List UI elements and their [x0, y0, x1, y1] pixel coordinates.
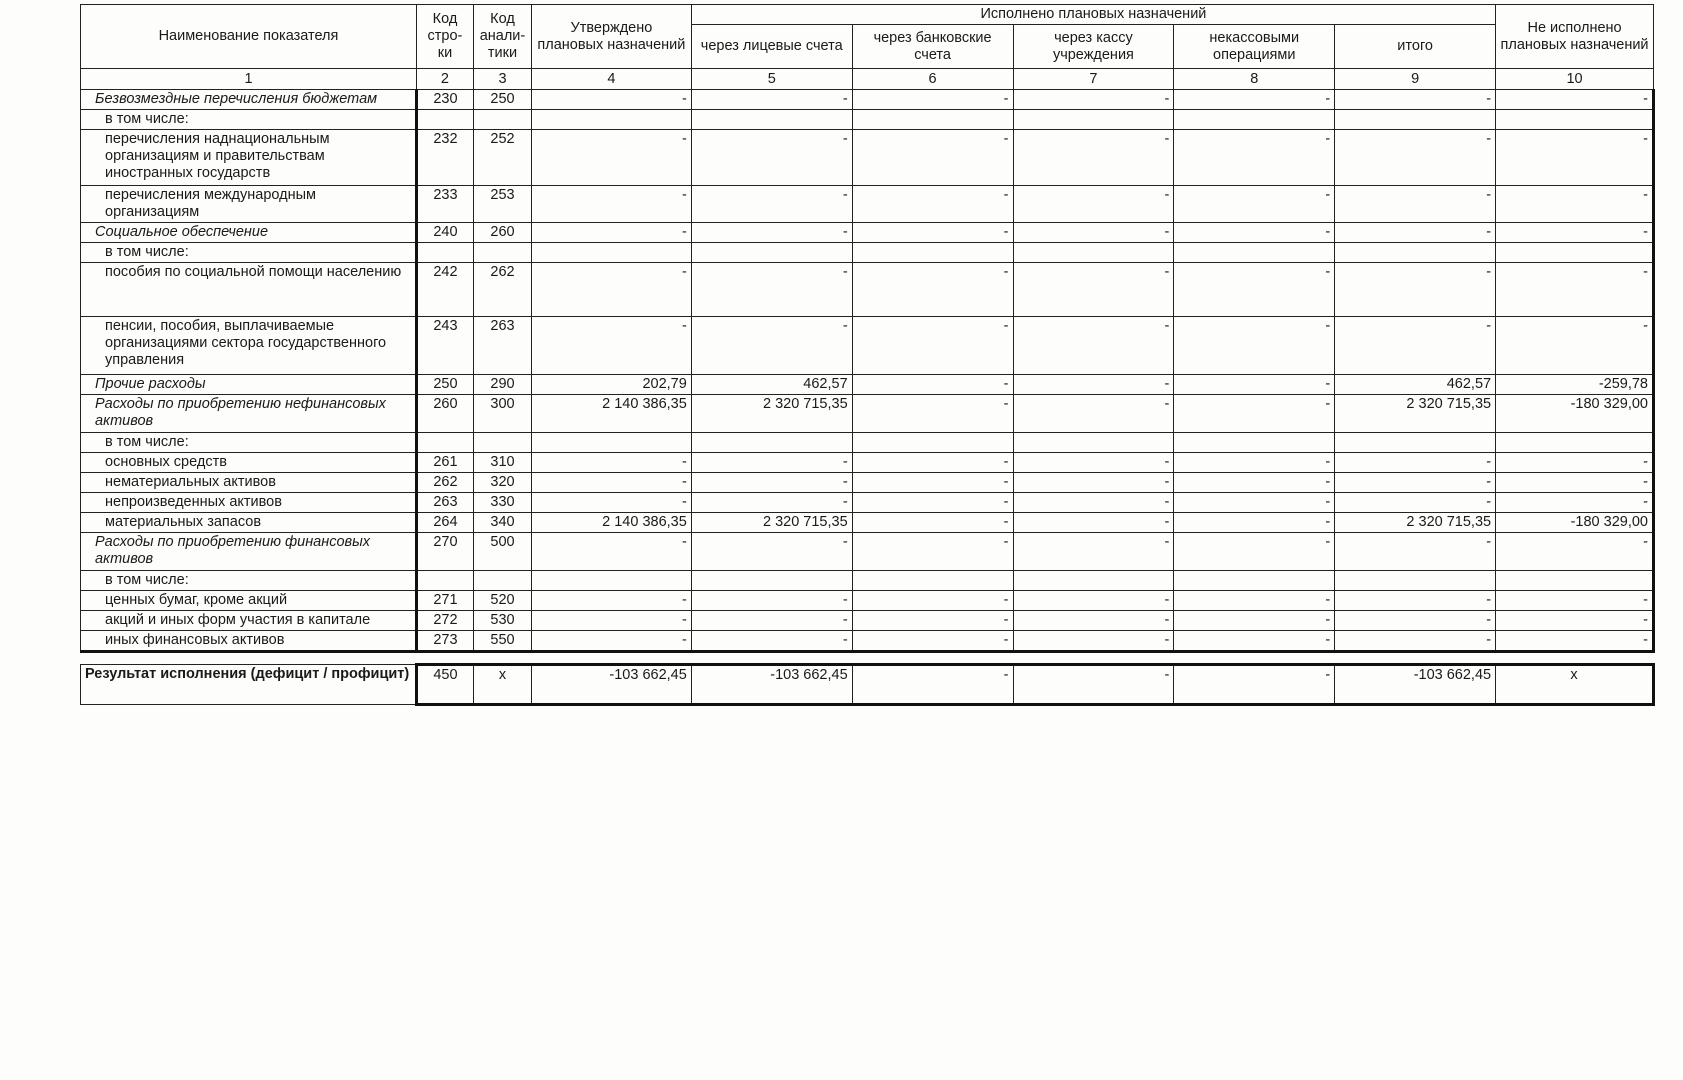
result-label: Результат исполнения (дефицит / профицит)	[81, 665, 417, 705]
row-analytic-code: 520	[473, 591, 531, 611]
cell-not-executed	[1496, 571, 1654, 591]
row-analytic-code: 340	[473, 513, 531, 533]
cell-via-cash: -	[1013, 375, 1174, 395]
cell-total: -	[1335, 90, 1496, 110]
cell-noncash	[1174, 243, 1335, 263]
cell-total	[1335, 571, 1496, 591]
row-analytic-code	[473, 110, 531, 130]
cell-via-cash: -	[1013, 263, 1174, 317]
cell-via-personal: -	[691, 223, 852, 243]
row-analytic-code: 253	[473, 186, 531, 223]
cell-noncash: -	[1174, 453, 1335, 473]
row-code: 250	[416, 375, 473, 395]
cell-not-executed: -259,78	[1496, 375, 1654, 395]
cell-via-bank: -	[852, 186, 1013, 223]
result-code-anal: x	[473, 665, 531, 705]
row-analytic-code	[473, 571, 531, 591]
cell-noncash: -	[1174, 493, 1335, 513]
cell-via-cash	[1013, 571, 1174, 591]
cell-via-personal: -	[691, 473, 852, 493]
row-analytic-code: 262	[473, 263, 531, 317]
result-total: -103 662,45	[1335, 665, 1496, 705]
row-code: 263	[416, 493, 473, 513]
result-approved: -103 662,45	[531, 665, 691, 705]
row-code	[416, 243, 473, 263]
cell-total: -	[1335, 263, 1496, 317]
table-row	[81, 493, 1654, 513]
cell-approved: -	[531, 533, 691, 571]
colnum: 9	[1335, 69, 1496, 90]
row-code	[416, 571, 473, 591]
table-row	[81, 533, 1654, 571]
row-code: 262	[416, 473, 473, 493]
colnum: 7	[1013, 69, 1174, 90]
cell-via-personal	[691, 243, 852, 263]
row-analytic-code	[473, 243, 531, 263]
row-name: материальных запасов	[81, 513, 417, 533]
row-code: 270	[416, 533, 473, 571]
cell-via-cash	[1013, 243, 1174, 263]
cell-not-executed: -	[1496, 186, 1654, 223]
cell-total: -	[1335, 317, 1496, 375]
table-row	[81, 130, 1654, 186]
cell-not-executed: -	[1496, 90, 1654, 110]
cell-noncash: -	[1174, 395, 1335, 433]
row-analytic-code: 250	[473, 90, 531, 110]
row-name: основных средств	[81, 453, 417, 473]
cell-via-bank: -	[852, 263, 1013, 317]
cell-via-cash: -	[1013, 591, 1174, 611]
cell-via-cash: -	[1013, 533, 1174, 571]
cell-total: -	[1335, 611, 1496, 631]
row-code: 273	[416, 631, 473, 652]
result-via-bank: -	[852, 665, 1013, 705]
row-name: Безвозмездные перечисления бюджетам	[81, 90, 417, 110]
result-via-personal: -103 662,45	[691, 665, 852, 705]
cell-not-executed: -	[1496, 130, 1654, 186]
cell-noncash: -	[1174, 533, 1335, 571]
cell-via-personal: -	[691, 611, 852, 631]
cell-approved: -	[531, 453, 691, 473]
cell-total: -	[1335, 533, 1496, 571]
row-code: 243	[416, 317, 473, 375]
cell-noncash: -	[1174, 317, 1335, 375]
cell-via-bank: -	[852, 395, 1013, 433]
cell-via-personal: -	[691, 453, 852, 473]
cell-via-personal: -	[691, 493, 852, 513]
row-analytic-code: 252	[473, 130, 531, 186]
cell-approved: 202,79	[531, 375, 691, 395]
row-analytic-code: 320	[473, 473, 531, 493]
cell-via-cash	[1013, 110, 1174, 130]
colnum: 6	[852, 69, 1013, 90]
cell-not-executed	[1496, 110, 1654, 130]
cell-total	[1335, 110, 1496, 130]
cell-via-bank: -	[852, 513, 1013, 533]
cell-not-executed: -	[1496, 317, 1654, 375]
row-code	[416, 433, 473, 453]
cell-via-personal: -	[691, 533, 852, 571]
header-code-anal: Код анали-тики	[473, 5, 531, 69]
table-row	[81, 186, 1654, 223]
cell-total	[1335, 243, 1496, 263]
cell-not-executed: -	[1496, 493, 1654, 513]
row-name: акций и иных форм участия в капитале	[81, 611, 417, 631]
cell-total: 2 320 715,35	[1335, 395, 1496, 433]
cell-not-executed	[1496, 243, 1654, 263]
cell-approved: -	[531, 130, 691, 186]
cell-via-cash: -	[1013, 186, 1174, 223]
row-name: пенсии, пособия, выплачиваемые организациями сектора государственного управления	[81, 317, 417, 375]
table-row	[81, 611, 1654, 631]
table-row	[81, 513, 1654, 533]
cell-via-bank	[852, 110, 1013, 130]
table-row	[81, 317, 1654, 375]
cell-approved: -	[531, 591, 691, 611]
cell-total	[1335, 433, 1496, 453]
cell-via-bank: -	[852, 223, 1013, 243]
header-executed-group: Исполнено плановых назначений	[691, 5, 1495, 25]
header-via-cash: через кассу учреждения	[1013, 25, 1174, 69]
cell-approved: -	[531, 611, 691, 631]
cell-noncash: -	[1174, 223, 1335, 243]
row-name: в том числе:	[81, 571, 417, 591]
row-name: в том числе:	[81, 110, 417, 130]
row-code: 242	[416, 263, 473, 317]
cell-via-personal: -	[691, 130, 852, 186]
row-analytic-code: 300	[473, 395, 531, 433]
table-row	[81, 223, 1654, 243]
cell-via-personal: 462,57	[691, 375, 852, 395]
cell-via-personal: -	[691, 631, 852, 652]
cell-via-personal: -	[691, 591, 852, 611]
cell-approved: -	[531, 90, 691, 110]
cell-noncash: -	[1174, 611, 1335, 631]
cell-noncash: -	[1174, 473, 1335, 493]
cell-total: -	[1335, 473, 1496, 493]
cell-via-cash: -	[1013, 513, 1174, 533]
row-name: Расходы по приобретению нефинансовых активов	[81, 395, 417, 433]
row-name: ценных бумаг, кроме акций	[81, 591, 417, 611]
cell-noncash: -	[1174, 130, 1335, 186]
cell-via-bank: -	[852, 591, 1013, 611]
cell-approved: 2 140 386,35	[531, 395, 691, 433]
row-code: 233	[416, 186, 473, 223]
row-analytic-code: 260	[473, 223, 531, 243]
table-row	[81, 243, 1654, 263]
cell-not-executed: -	[1496, 611, 1654, 631]
cell-approved	[531, 571, 691, 591]
cell-via-cash: -	[1013, 395, 1174, 433]
cell-approved: -	[531, 223, 691, 243]
colnum: 3	[473, 69, 531, 90]
cell-total: -	[1335, 631, 1496, 652]
cell-via-bank	[852, 433, 1013, 453]
cell-via-cash: -	[1013, 611, 1174, 631]
cell-noncash: -	[1174, 90, 1335, 110]
row-name: в том числе:	[81, 433, 417, 453]
colnum: 1	[81, 69, 417, 90]
row-analytic-code: 330	[473, 493, 531, 513]
cell-via-personal: -	[691, 317, 852, 375]
cell-via-cash: -	[1013, 631, 1174, 652]
row-code: 261	[416, 453, 473, 473]
row-analytic-code: 550	[473, 631, 531, 652]
cell-not-executed: -	[1496, 631, 1654, 652]
cell-via-cash: -	[1013, 473, 1174, 493]
cell-noncash: -	[1174, 263, 1335, 317]
cell-total: -	[1335, 186, 1496, 223]
row-code	[416, 110, 473, 130]
cell-via-bank: -	[852, 130, 1013, 186]
cell-noncash	[1174, 110, 1335, 130]
row-code: 240	[416, 223, 473, 243]
row-name: в том числе:	[81, 243, 417, 263]
table-row	[81, 110, 1654, 130]
cell-via-bank: -	[852, 90, 1013, 110]
cell-total: 462,57	[1335, 375, 1496, 395]
cell-noncash: -	[1174, 186, 1335, 223]
cell-noncash: -	[1174, 375, 1335, 395]
cell-via-bank: -	[852, 453, 1013, 473]
cell-via-bank: -	[852, 631, 1013, 652]
row-name: Расходы по приобретению финансовых активов	[81, 533, 417, 571]
row-analytic-code: 500	[473, 533, 531, 571]
cell-not-executed: -	[1496, 591, 1654, 611]
row-code: 264	[416, 513, 473, 533]
cell-approved: -	[531, 493, 691, 513]
cell-via-bank: -	[852, 493, 1013, 513]
cell-approved: -	[531, 186, 691, 223]
colnum: 4	[531, 69, 691, 90]
colnum: 8	[1174, 69, 1335, 90]
row-code: 232	[416, 130, 473, 186]
cell-total: -	[1335, 130, 1496, 186]
table-row	[81, 571, 1654, 591]
cell-via-bank: -	[852, 317, 1013, 375]
row-name: нематериальных активов	[81, 473, 417, 493]
cell-approved: -	[531, 631, 691, 652]
cell-via-personal: 2 320 715,35	[691, 395, 852, 433]
cell-total: 2 320 715,35	[1335, 513, 1496, 533]
result-code-row: 450	[416, 665, 473, 705]
cell-via-cash: -	[1013, 493, 1174, 513]
row-name: перечисления международным организациям	[81, 186, 417, 223]
header-name: Наименование показателя	[81, 5, 417, 69]
table-row	[81, 395, 1654, 433]
row-code: 272	[416, 611, 473, 631]
cell-via-bank: -	[852, 375, 1013, 395]
cell-via-cash: -	[1013, 453, 1174, 473]
header-noncash: некассовыми операциями	[1174, 25, 1335, 69]
table-row	[81, 433, 1654, 453]
row-name: непроизведенных активов	[81, 493, 417, 513]
header-total: итого	[1335, 25, 1496, 69]
cell-approved	[531, 243, 691, 263]
row-name: Социальное обеспечение	[81, 223, 417, 243]
cell-total: -	[1335, 223, 1496, 243]
cell-total: -	[1335, 453, 1496, 473]
cell-noncash	[1174, 433, 1335, 453]
table-row	[81, 263, 1654, 317]
cell-total: -	[1335, 493, 1496, 513]
row-analytic-code: 310	[473, 453, 531, 473]
cell-via-personal	[691, 110, 852, 130]
cell-not-executed: -180 329,00	[1496, 513, 1654, 533]
table-row	[81, 90, 1654, 110]
row-code: 271	[416, 591, 473, 611]
row-code: 230	[416, 90, 473, 110]
row-analytic-code	[473, 433, 531, 453]
cell-noncash: -	[1174, 591, 1335, 611]
colnum: 5	[691, 69, 852, 90]
cell-approved: -	[531, 317, 691, 375]
cell-noncash: -	[1174, 513, 1335, 533]
cell-approved	[531, 433, 691, 453]
row-name: пособия по социальной помощи населению	[81, 263, 417, 317]
cell-via-bank	[852, 571, 1013, 591]
cell-not-executed: -	[1496, 263, 1654, 317]
cell-via-cash: -	[1013, 317, 1174, 375]
cell-via-bank: -	[852, 533, 1013, 571]
cell-not-executed: -	[1496, 223, 1654, 243]
cell-not-executed: -180 329,00	[1496, 395, 1654, 433]
cell-via-cash: -	[1013, 90, 1174, 110]
table-row	[81, 375, 1654, 395]
cell-total: -	[1335, 591, 1496, 611]
cell-via-personal: 2 320 715,35	[691, 513, 852, 533]
row-analytic-code: 263	[473, 317, 531, 375]
cell-not-executed: -	[1496, 533, 1654, 571]
colnum: 10	[1496, 69, 1654, 90]
table-row	[81, 591, 1654, 611]
table-row	[81, 453, 1654, 473]
cell-not-executed: -	[1496, 473, 1654, 493]
result-via-cash: -	[1013, 665, 1174, 705]
result-noncash: -	[1174, 665, 1335, 705]
header-not-executed: Не исполнено плановых назначений	[1496, 5, 1654, 69]
table-row	[81, 631, 1654, 652]
cell-noncash	[1174, 571, 1335, 591]
column-numbers-row	[81, 69, 1654, 90]
row-analytic-code: 530	[473, 611, 531, 631]
row-name: Прочие расходы	[81, 375, 417, 395]
result-row	[81, 665, 1654, 705]
cell-via-bank: -	[852, 473, 1013, 493]
colnum: 2	[416, 69, 473, 90]
table-row	[81, 473, 1654, 493]
result-not-executed: x	[1496, 665, 1654, 705]
cell-via-personal: -	[691, 263, 852, 317]
cell-via-personal	[691, 433, 852, 453]
cell-not-executed: -	[1496, 453, 1654, 473]
report-sheet	[80, 4, 1655, 706]
cell-approved: -	[531, 263, 691, 317]
cell-approved: -	[531, 473, 691, 493]
header-via-bank: через банковские счета	[852, 25, 1013, 69]
header-via-personal: через лицевые счета	[691, 25, 852, 69]
row-code: 260	[416, 395, 473, 433]
cell-approved	[531, 110, 691, 130]
row-name: перечисления наднациональным организациям и правительствам иностранных государств	[81, 130, 417, 186]
header-approved: Утверждено плановых назначений	[531, 5, 691, 69]
cell-noncash: -	[1174, 631, 1335, 652]
cell-not-executed	[1496, 433, 1654, 453]
cell-via-cash: -	[1013, 130, 1174, 186]
row-name: иных финансовых активов	[81, 631, 417, 652]
cell-approved: 2 140 386,35	[531, 513, 691, 533]
header-code-row: Код стро-ки	[416, 5, 473, 69]
cell-via-personal: -	[691, 90, 852, 110]
cell-via-bank: -	[852, 611, 1013, 631]
cell-via-cash: -	[1013, 223, 1174, 243]
cell-via-cash	[1013, 433, 1174, 453]
row-analytic-code: 290	[473, 375, 531, 395]
cell-via-personal	[691, 571, 852, 591]
cell-via-personal: -	[691, 186, 852, 223]
cell-via-bank	[852, 243, 1013, 263]
expenditure-table	[80, 4, 1655, 706]
